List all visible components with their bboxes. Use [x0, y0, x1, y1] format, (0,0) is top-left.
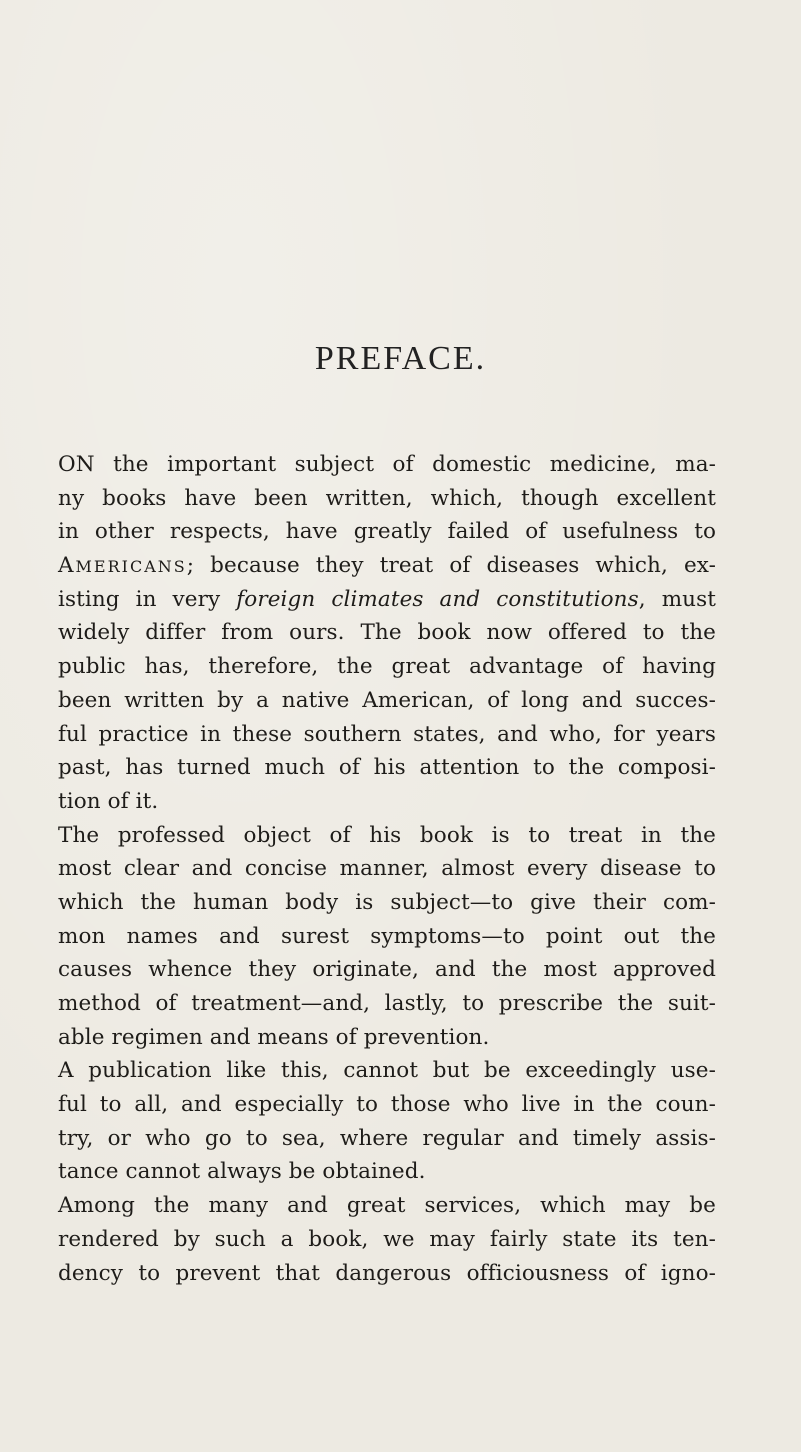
- text-line: widely differ from ours. The book now offered to the: [58, 620, 716, 646]
- text-line: been written by a native American, of long and succes-: [58, 687, 716, 713]
- text-fragment: isting in very: [58, 586, 237, 612]
- text-line: try, or who go to sea, where regular and timely assis-: [58, 1125, 716, 1151]
- text-line: rendered by such a book, we may fairly state its ten-: [58, 1226, 716, 1252]
- text-line: The professed object of his book is to treat in the: [58, 822, 716, 848]
- text-line: ful to all, and especially to those who live in the coun-: [58, 1092, 716, 1118]
- text-line: in other respects, have greatly failed of usefulness to: [58, 519, 716, 545]
- text-line: [58, 583, 716, 617]
- text-line: public has, therefore, the great advantage of having: [58, 654, 716, 680]
- italic-phrase: foreign climates and constitutions: [236, 586, 639, 612]
- text-line: ny books have been written, which, though excellent: [58, 485, 716, 511]
- text-line: dency to prevent that dangerous officiousness of igno-: [58, 1260, 716, 1286]
- text-line: able regimen and means of prevention.: [58, 1024, 490, 1050]
- text-line: A publication like this, cannot but be exceedingly use-: [58, 1058, 716, 1084]
- text-line: [58, 549, 716, 583]
- text-line: Among the many and great services, which may be: [58, 1193, 716, 1219]
- page-title: PREFACE.: [314, 340, 487, 377]
- text-line: mon names and surest symptoms—to point out the: [58, 923, 716, 949]
- text-line: causes whence they originate, and the most approved: [58, 957, 716, 983]
- text-line: past, has turned much of his attention to the composi-: [58, 755, 716, 781]
- small-caps-word: AMERICANS: [58, 553, 187, 579]
- text-fragment: , must: [638, 586, 717, 612]
- text-line: ON the important subject of domestic medicine, ma-: [58, 452, 716, 477]
- text-line: tion of it.: [58, 788, 159, 814]
- text-line: method of treatment—and, lastly, to prescribe the suit-: [58, 991, 716, 1016]
- text-line: ful practice in these southern states, and who, for years: [58, 721, 716, 747]
- preface-text: [58, 448, 716, 1290]
- text-line: most clear and concise manner, almost every disease to: [58, 856, 716, 882]
- text-fragment: ; because they treat of diseases which, ex-: [186, 553, 716, 579]
- text-line: which the human body is subject—to give their com-: [58, 889, 716, 915]
- text-line: tance cannot always be obtained.: [58, 1159, 426, 1185]
